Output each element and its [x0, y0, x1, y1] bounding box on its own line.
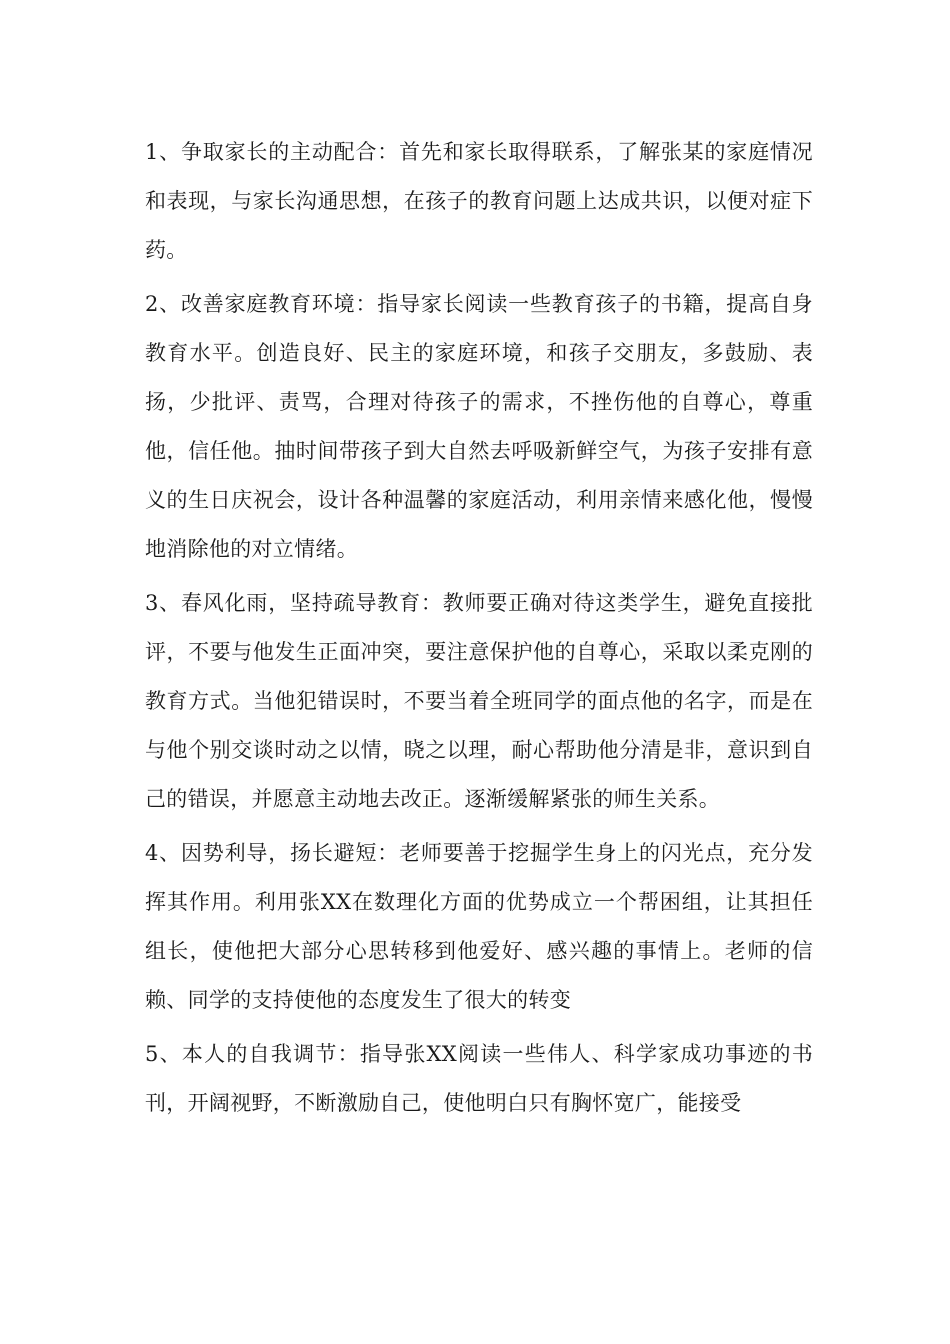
- paragraph-3: 3、春风化雨，坚持疏导教育：教师要正确对待这类学生，避免直接批评，不要与他发生正面冲突，要注意保护他的自尊心，采取以柔克刚的教育方式。当他犯错误时，不要当着全班同学的面点他的名字，而是在与他个别交谈时动之以情，晓之以理，耐心帮助他分清是非，意识到自己的错误，并愿意主动地去改正。逐渐缓解紧张的师生关系。: [145, 591, 813, 811]
- paragraph-5: 5、本人的自我调节：指导张XX阅读一些伟人、科学家成功事迹的书刊，开阔视野，不断激励自己，使他明白只有胸怀宽广，能接受: [145, 1042, 813, 1115]
- paragraph-2: 2、改善家庭教育环境：指导家长阅读一些教育孩子的书籍，提高自身教育水平。创造良好、民主的家庭环境，和孩子交朋友，多鼓励、表扬，少批评、责骂，合理对待孩子的需求，不挫伤他的自尊心，尊重他，信任他。抽时间带孩子到大自然去呼吸新鲜空气，为孩子安排有意义的生日庆祝会，设计各种温馨的家庭活动，利用亲情来感化他，慢慢地消除他的对立情绪。: [145, 292, 813, 561]
- document-body: [145, 128, 813, 1133]
- paragraph-4: 4、因势利导，扬长避短：老师要善于挖掘学生身上的闪光点，充分发挥其作用。利用张XX在数理化方面的优势成立一个帮困组，让其担任组长，使他把大部分心思转移到他爱好、感兴趣的事情上。老师的信赖、同学的支持使他的态度发生了很大的转变: [145, 841, 813, 1012]
- paragraph-1: 1、争取家长的主动配合：首先和家长取得联系，了解张某的家庭情况和表现，与家长沟通思想，在孩子的教育问题上达成共识，以便对症下药。: [145, 140, 813, 262]
